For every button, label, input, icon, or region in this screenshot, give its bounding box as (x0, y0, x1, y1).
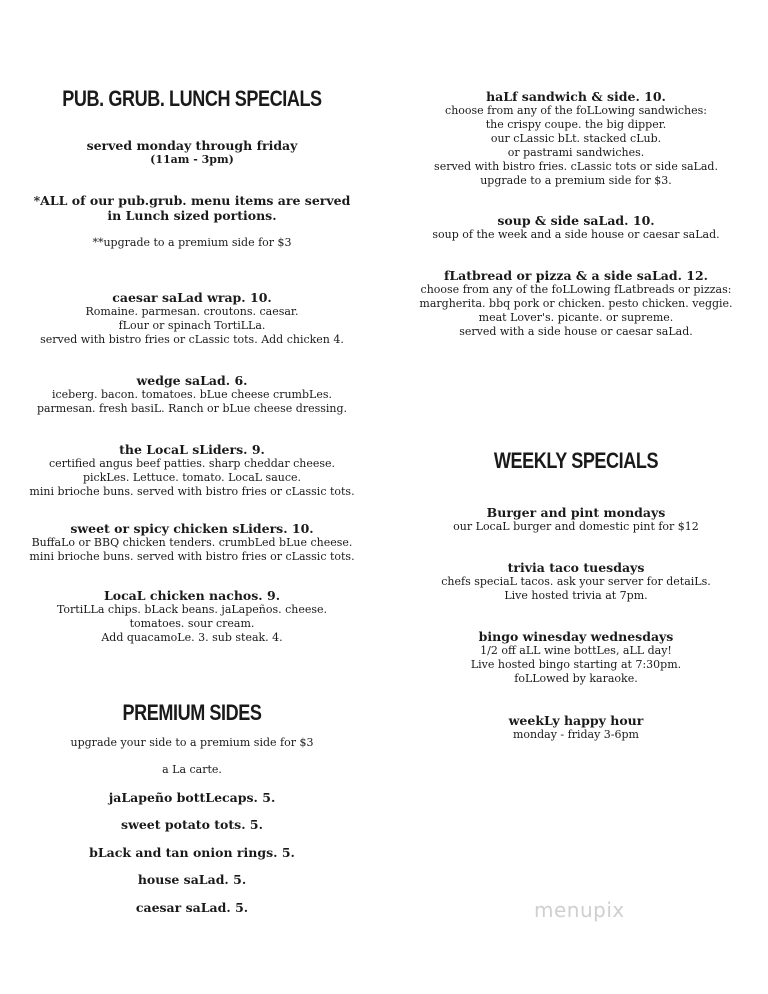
upgrade-note: **upgrade to a premium side for $3 (92, 236, 292, 249)
item-desc-line: Live hosted bingo starting at 7:30pm. (470, 658, 682, 671)
alacarte-label: a La carte. (162, 763, 222, 776)
served-days: served monday through friday (86, 138, 298, 153)
item-title: LocaL chicken nachos. 9. (103, 588, 281, 603)
item-desc-line: TortiLLa chips. bLack beans. jaLapeños. cheese. (56, 603, 328, 616)
item-desc-line: choose from any of the foLLowing fLatbreads or pizzas: (420, 283, 732, 296)
premium-side (0, 872, 384, 887)
item-title: haLf sandwich & side. 10. (486, 89, 666, 104)
side-title: house saLad. 5. (137, 872, 247, 887)
weekly-item (384, 505, 768, 534)
item-desc-line: served with bistro fries. cLassic tots or side saLad. (434, 160, 718, 173)
item-desc-line: 1/2 off aLL wine bottLes, aLL day! (480, 644, 672, 657)
item-title: sweet or spicy chicken sLiders. 10. (70, 521, 314, 536)
item-title: trivia taco tuesdays (507, 560, 645, 575)
portion-note-line-1: *ALL of our pub.grub. menu items are served (33, 193, 351, 208)
premium-side (0, 845, 384, 860)
item-desc-line: foLLowed by karaoke. (514, 672, 638, 685)
lunch-specials-heading: PUB. GRUB. LUNCH SPECIALS (62, 86, 322, 111)
weekly-item (384, 629, 768, 686)
item-desc-line: meat Lover's. picante. or supreme. (478, 311, 674, 324)
item-title: weekLy happy hour (508, 713, 644, 728)
menu-item (384, 213, 768, 242)
premium-side (0, 790, 384, 805)
item-desc-line: mini brioche buns. served with bistro fries or cLassic tots. (29, 485, 355, 498)
premium-upgrade-note: upgrade your side to a premium side for $3 (70, 736, 314, 749)
menu-item (0, 588, 384, 645)
menu-item (384, 89, 768, 188)
side-title: bLack and tan onion rings. 5. (89, 845, 295, 860)
weekly-heading-block (384, 448, 768, 474)
menu-item (384, 268, 768, 339)
served-hours: (11am - 3pm) (150, 153, 234, 166)
premium-sides-heading: PREMIUM SIDES (122, 700, 262, 725)
item-desc-line: monday - friday 3-6pm (512, 728, 639, 741)
side-title: caesar saLad. 5. (135, 900, 249, 915)
item-desc-line: Live hosted trivia at 7pm. (504, 589, 648, 602)
item-desc-line: our LocaL burger and domestic pint for $12 (453, 520, 699, 533)
premium-heading-block (0, 700, 384, 726)
item-desc-line: tomatoes. sour cream. (129, 617, 255, 630)
portion-note-block (0, 193, 384, 223)
lunch-served-block (0, 138, 384, 167)
item-desc-line: our cLassic bLt. stacked cLub. (490, 132, 662, 145)
premium-side (0, 900, 384, 915)
lunch-heading-block (0, 86, 384, 112)
upgrade-note-block (0, 236, 384, 250)
item-desc-line: served with a side house or caesar saLad. (459, 325, 693, 338)
item-desc-line: Romaine. parmesan. croutons. caesar. (85, 305, 299, 318)
item-desc-line: fLour or spinach TortiLLa. (118, 319, 266, 332)
menupix-watermark: menupix (534, 898, 625, 922)
weekly-specials-heading: WEEKLY SPECIALS (493, 448, 659, 473)
premium-upgrade-block (0, 736, 384, 750)
item-desc-line: upgrade to a premium side for $3. (480, 174, 672, 187)
menu-item (0, 290, 384, 347)
menu-item (0, 521, 384, 564)
premium-side (0, 817, 384, 832)
item-desc-line: iceberg. bacon. tomatoes. bLue cheese crumbLes. (51, 388, 332, 401)
item-desc-line: chefs speciaL tacos. ask your server for detaiLs. (441, 575, 711, 588)
item-title: soup & side saLad. 10. (497, 213, 655, 228)
portion-note-line-2: in Lunch sized portions. (107, 208, 277, 223)
item-title: the LocaL sLiders. 9. (119, 442, 265, 457)
side-title: jaLapeño bottLecaps. 5. (108, 790, 276, 805)
item-title: caesar saLad wrap. 10. (112, 290, 272, 305)
item-desc-line: or pastrami sandwiches. (507, 146, 645, 159)
item-desc-line: the crispy coupe. the big dipper. (485, 118, 667, 131)
alacarte-block (0, 763, 384, 777)
side-title: sweet potato tots. 5. (121, 817, 263, 832)
item-title: fLatbread or pizza & a side saLad. 12. (443, 268, 709, 283)
menu-item (0, 373, 384, 416)
item-desc-line: served with bistro fries or cLassic tots. Add chicken 4. (40, 333, 344, 346)
item-desc-line: margherita. bbq pork or chicken. pesto chicken. veggie. (419, 297, 733, 310)
item-desc-line: mini brioche buns. served with bistro fries or cLassic tots. (29, 550, 355, 563)
item-desc-line: parmesan. fresh basiL. Ranch or bLue cheese dressing. (36, 402, 348, 415)
menu-item (0, 442, 384, 499)
item-desc-line: certified angus beef patties. sharp cheddar cheese. (48, 457, 336, 470)
item-desc-line: soup of the week and a side house or caesar saLad. (432, 228, 720, 241)
weekly-item (384, 713, 768, 742)
item-desc-line: Add quacamoLe. 3. sub steak. 4. (101, 631, 283, 644)
item-title: Burger and pint mondays (486, 505, 666, 520)
item-desc-line: BuffaLo or BBQ chicken tenders. crumbLed bLue cheese. (31, 536, 353, 549)
item-desc-line: choose from any of the foLLowing sandwiches: (445, 104, 707, 117)
weekly-item (384, 560, 768, 603)
item-title: wedge saLad. 6. (136, 373, 248, 388)
item-title: bingo winesday wednesdays (478, 629, 674, 644)
item-desc-line: pickLes. Lettuce. tomato. LocaL sauce. (82, 471, 302, 484)
